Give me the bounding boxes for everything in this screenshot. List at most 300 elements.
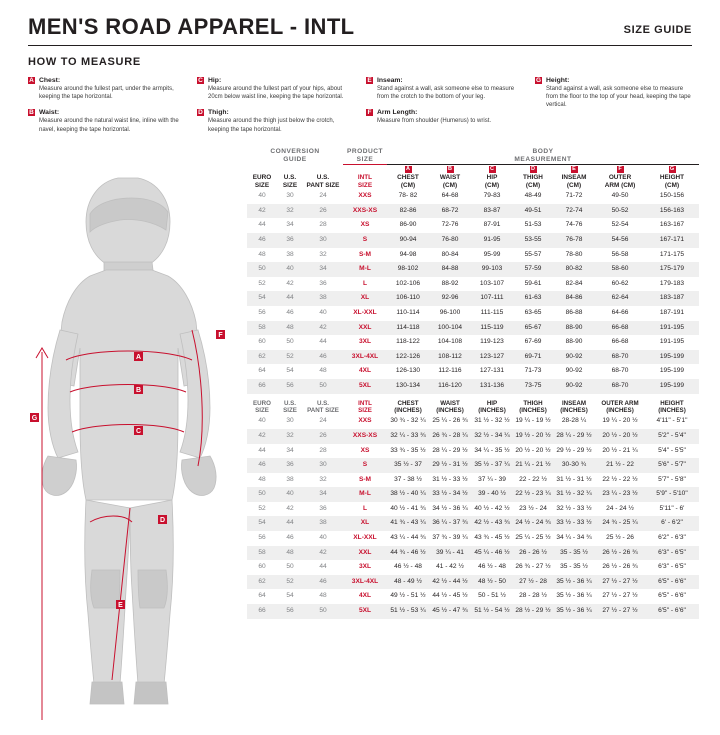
cell-outer-arm: 58-60 <box>595 262 645 277</box>
htm-item-desc: Stand against a wall, ask someone else to measure from the floor to the top of your head, keeping the tape vertical. <box>546 86 691 109</box>
cell-thigh: 21 ¼ - 21 ½ <box>513 458 553 473</box>
cell-intl-size: 5XL <box>343 604 387 619</box>
cell-outer-arm: 27 ½ - 27 ½ <box>595 604 645 619</box>
th-waist-in: WAIST (INCHES) <box>436 399 464 414</box>
htm-item-name: Height: <box>546 77 570 84</box>
cell-waist: 34 ½ - 36 ¼ <box>432 504 468 512</box>
cell-us-pant-size: 50 <box>303 604 343 619</box>
group-conversion: CONVERSION GUIDE <box>270 148 320 163</box>
cell-us-size: 34 <box>286 221 294 229</box>
cell-height: 6'3" - 6'5" <box>645 546 699 561</box>
cell-chest: 94-98 <box>399 250 417 258</box>
cell-hip: 115-119 <box>471 321 513 336</box>
cell-outer-arm: 62-64 <box>595 291 645 306</box>
htm-item-desc: Measure around the thigh just below the crotch, keeping the tape horizontal. <box>208 118 335 133</box>
cell-us-size: 36 <box>277 458 303 473</box>
cell-waist: 100-104 <box>429 321 471 336</box>
th-us-pant-size: U.S. PANT SIZE <box>306 174 340 189</box>
cell-thigh: 67-69 <box>524 338 542 346</box>
table-row <box>247 248 699 263</box>
cell-us-size: 44 <box>277 291 303 306</box>
cell-intl-size: S-M <box>358 250 372 258</box>
cell-outer-arm: 24 ¾ - 25 ¼ <box>595 516 645 531</box>
table-row <box>247 414 699 429</box>
cell-inseam: 90-92 <box>565 367 583 375</box>
cell-thigh: 63-65 <box>524 308 542 316</box>
cell-outer-arm: 68-70 <box>611 367 629 375</box>
cell-thigh: 23 ½ - 24 <box>519 504 547 512</box>
cell-thigh: 19 ¼ - 19 ½ <box>515 417 551 425</box>
th-chest-in: CHEST (INCHES) <box>394 399 422 414</box>
cell-inseam: 35 ½ - 36 ¼ <box>556 592 592 600</box>
cell-us-pant-size: 46 <box>303 350 343 365</box>
cell-hip: 127-131 <box>479 367 505 375</box>
th-thigh-in: THIGH (INCHES) <box>519 399 547 414</box>
cell-us-size: 38 <box>286 250 294 258</box>
cell-us-size: 46 <box>286 534 294 542</box>
cell-us-pant-size: 36 <box>319 279 327 287</box>
letter-badge-b: B <box>448 166 452 172</box>
cell-hip: 31 ½ - 32 ½ <box>474 417 510 425</box>
letter-badge-b: B <box>29 109 34 117</box>
cell-hip: 42 ½ - 43 ¾ <box>471 516 513 531</box>
cell-outer-arm: 49-50 <box>611 192 629 200</box>
cell-us-size: 48 <box>277 321 303 336</box>
cell-hip: 46 ½ - 48 <box>478 563 506 571</box>
table-row <box>247 306 699 321</box>
cell-thigh: 26 ¾ - 27 ½ <box>515 563 551 571</box>
cell-height: 183-187 <box>645 291 699 306</box>
table-row <box>247 487 699 502</box>
table-row <box>247 429 699 444</box>
cell-outer-arm: 27 ½ - 27 ½ <box>595 575 645 590</box>
cell-us-pant-size: 26 <box>303 204 343 219</box>
cell-inseam: 35 - 35 ½ <box>560 563 588 571</box>
cell-chest: 43 ¼ - 44 ¾ <box>390 534 426 542</box>
cell-chest: 37 - 38 ½ <box>394 475 422 483</box>
cell-inseam: 72-74 <box>553 204 595 219</box>
htm-item-desc: Measure around the fullest part of your hips, about 20cm below waist line, keeping the tape horizontal. <box>208 86 344 101</box>
cell-us-pant-size: 34 <box>303 262 343 277</box>
th-intl-size: INTL SIZE <box>357 174 373 189</box>
cell-height: 175-179 <box>645 262 699 277</box>
cell-chest: 82-86 <box>387 204 429 219</box>
cell-inseam: 29 ½ - 29 ½ <box>556 446 592 454</box>
table-row <box>247 364 699 379</box>
cell-intl-size: S <box>343 458 387 473</box>
htm-item-desc: Stand against a wall, ask someone else to measure from the crotch to the bottom of your leg. <box>377 86 515 101</box>
cell-outer-arm: 56-58 <box>611 250 629 258</box>
cell-height: 5'7" - 5'8" <box>658 475 686 483</box>
table-row <box>247 546 699 561</box>
size-guide-label: SIZE GUIDE <box>623 24 692 36</box>
th-euro-size: EURO SIZE <box>252 174 272 189</box>
header-divider <box>28 45 692 46</box>
cell-hip: 119-123 <box>480 338 504 346</box>
cell-thigh: 49-51 <box>513 204 553 219</box>
table-row <box>247 516 699 531</box>
cell-inseam: 71-72 <box>565 192 583 200</box>
cell-us-size: 54 <box>286 592 294 600</box>
cell-outer-arm: 20 ½ - 21 ¼ <box>602 446 638 454</box>
cell-us-size: 44 <box>277 516 303 531</box>
th-inseam-in: INSEAM (INCHES) <box>560 399 588 414</box>
cell-us-pant-size: 24 <box>319 417 327 425</box>
cell-waist: 26 ¾ - 28 ¼ <box>429 429 471 444</box>
cell-inseam: 28-28 ¼ <box>561 417 587 425</box>
htm-item-name: Arm Length: <box>377 109 418 117</box>
cell-chest: 86-90 <box>399 221 417 229</box>
cell-euro-size: 44 <box>258 221 266 229</box>
cell-height: 195-199 <box>645 350 699 365</box>
letter-badge-g: G <box>669 166 675 172</box>
cell-outer-arm: 22 ½ - 22 ½ <box>602 475 638 483</box>
letter-badge-d: D <box>531 166 535 172</box>
cell-hip: 107-111 <box>471 291 513 306</box>
htm-column-2 <box>197 76 354 141</box>
cell-intl-size: XL <box>343 516 387 531</box>
cell-hip: 40 ½ - 42 ½ <box>474 504 510 512</box>
cell-thigh: 48-49 <box>524 192 542 200</box>
cell-height: 6'5" - 6'6" <box>645 575 699 590</box>
cell-height: 179-183 <box>659 279 685 287</box>
cell-thigh: 22 ½ - 23 ¼ <box>513 487 553 502</box>
cell-inseam: 90-92 <box>553 379 595 394</box>
cell-height: 5'6" - 5'7" <box>645 458 699 473</box>
size-table <box>247 148 699 619</box>
cell-euro-size: 58 <box>247 546 277 561</box>
table-group-row <box>247 148 699 164</box>
cell-euro-size: 64 <box>258 592 266 600</box>
cell-us-pant-size: 30 <box>303 233 343 248</box>
cell-chest: 98-102 <box>387 262 429 277</box>
cell-hip: 131-136 <box>471 379 513 394</box>
cell-inseam: 30-30 ¾ <box>553 458 595 473</box>
table-row <box>247 444 699 459</box>
cell-chest: 110-114 <box>396 308 420 316</box>
cell-us-pant-size: 38 <box>303 516 343 531</box>
cell-inseam: 33 ½ - 33 ½ <box>553 516 595 531</box>
how-to-measure-title: HOW TO MEASURE <box>28 56 141 68</box>
cell-us-size: 48 <box>277 546 303 561</box>
cell-height: 171-175 <box>659 250 685 258</box>
svg-text:F: F <box>218 332 223 339</box>
cell-us-size: 32 <box>277 429 303 444</box>
cell-outer-arm: 54-56 <box>595 233 645 248</box>
cell-waist: 31 ½ - 33 ½ <box>432 475 468 483</box>
cell-height: 195-199 <box>645 379 699 394</box>
cell-euro-size: 52 <box>258 504 266 512</box>
cell-us-pant-size: 30 <box>303 458 343 473</box>
cell-us-size: 34 <box>286 446 294 454</box>
cell-us-pant-size: 32 <box>319 250 327 258</box>
cell-euro-size: 60 <box>258 563 266 571</box>
cell-waist: 33 ½ - 34 ½ <box>429 487 471 502</box>
letter-badge-e: E <box>367 77 372 84</box>
cell-outer-arm: 68-70 <box>595 379 645 394</box>
cell-us-size: 56 <box>277 604 303 619</box>
cell-thigh: 20 ½ - 20 ½ <box>515 446 551 454</box>
table-row <box>247 604 699 619</box>
cell-thigh: 27 ½ - 28 <box>513 575 553 590</box>
cell-intl-size: M-L <box>343 487 387 502</box>
cell-inseam: 35 ½ - 36 ¼ <box>553 604 595 619</box>
letter-badge-g: G <box>535 77 542 84</box>
cell-inseam: 76-78 <box>553 233 595 248</box>
htm-item-name: Hip: <box>208 77 222 84</box>
cell-intl-size: XXL <box>343 546 387 561</box>
htm-item-chest <box>28 76 185 101</box>
table-header-inches <box>247 400 699 415</box>
cell-waist: 72-76 <box>441 221 459 229</box>
htm-item-inseam <box>366 76 523 101</box>
table-row <box>247 233 699 248</box>
cell-intl-size: XXS <box>358 192 372 200</box>
cell-thigh: 61-63 <box>513 291 553 306</box>
cell-intl-size: L <box>362 504 368 512</box>
cell-us-pant-size: 42 <box>303 321 343 336</box>
cell-hip: 95-99 <box>483 250 501 258</box>
cell-height: 5'11" - 6' <box>659 504 685 512</box>
cell-us-size: 30 <box>286 192 294 200</box>
cell-height: 6'5" - 6'6" <box>658 592 686 600</box>
th-thigh-cm: D THIGH (CM) <box>523 166 543 189</box>
cell-waist: 28 ¼ - 29 ½ <box>432 446 468 454</box>
cell-us-pant-size: 40 <box>319 534 327 542</box>
cell-chest: 114-118 <box>387 321 429 336</box>
cell-outer-arm: 23 ¼ - 23 ½ <box>595 487 645 502</box>
cell-euro-size: 46 <box>247 458 277 473</box>
cell-euro-size: 46 <box>247 233 277 248</box>
cell-euro-size: 42 <box>247 429 277 444</box>
cell-chest: 35 ½ - 37 <box>387 458 429 473</box>
cell-hip: 43 ¾ - 45 ½ <box>474 534 510 542</box>
cell-chest: 78- 82 <box>398 192 418 200</box>
htm-column-4 <box>535 76 692 141</box>
cell-chest: 30 ¾ - 32 ¼ <box>390 417 426 425</box>
cell-us-pant-size: 40 <box>319 308 327 316</box>
cell-us-size: 52 <box>277 350 303 365</box>
cell-euro-size: 52 <box>258 279 266 287</box>
cell-waist: 116-120 <box>429 379 471 394</box>
htm-item-desc: Measure around the natural waist line, inline with the navel, keeping the tape horizontal. <box>39 118 179 133</box>
cell-outer-arm: 68-70 <box>595 350 645 365</box>
table-row <box>247 335 699 350</box>
cell-inseam: 78-80 <box>565 250 583 258</box>
cell-euro-size: 42 <box>247 204 277 219</box>
page-title: MEN'S ROAD APPAREL - INTL <box>28 14 355 39</box>
cell-us-pant-size: 44 <box>319 338 327 346</box>
cell-chest: 122-126 <box>387 350 429 365</box>
cell-chest: 49 ½ - 51 ½ <box>390 592 426 600</box>
cell-waist: 80-84 <box>441 250 459 258</box>
cell-hip: 48 ½ - 50 <box>471 575 513 590</box>
cell-intl-size: M-L <box>343 262 387 277</box>
cell-outer-arm: 27 ½ - 27 ½ <box>602 592 638 600</box>
th-waist-cm: B WAIST (CM) <box>439 166 461 189</box>
cell-us-pant-size: 38 <box>303 291 343 306</box>
cell-chest: 90-94 <box>387 233 429 248</box>
cell-hip: 91-95 <box>471 233 513 248</box>
cell-intl-size: 3XL-4XL <box>343 350 387 365</box>
cell-euro-size: 40 <box>258 417 266 425</box>
cell-intl-size: L <box>362 279 368 287</box>
cell-us-pant-size: 42 <box>303 546 343 561</box>
cell-hip: 103-107 <box>479 279 505 287</box>
cell-chest: 46 ½ - 48 <box>394 563 422 571</box>
svg-text:D: D <box>159 517 166 524</box>
cell-us-size: 54 <box>286 367 294 375</box>
cell-euro-size: 58 <box>247 321 277 336</box>
cell-chest: 106-110 <box>387 291 429 306</box>
cell-inseam: 32 ½ - 33 ½ <box>556 504 592 512</box>
cell-us-size: 50 <box>286 563 294 571</box>
th-height-in: HEIGHT (INCHES) <box>658 399 686 414</box>
cell-height: 191-195 <box>659 338 685 346</box>
cell-intl-size: 5XL <box>343 379 387 394</box>
table-row <box>247 575 699 590</box>
cell-us-size: 32 <box>277 204 303 219</box>
th-hip-cm: C HIP (CM) <box>484 166 500 189</box>
letter-badge-c: C <box>198 77 203 84</box>
cell-inseam: 86-88 <box>565 308 583 316</box>
cell-euro-size: 56 <box>258 308 266 316</box>
cell-chest: 38 ½ - 40 ¼ <box>387 487 429 502</box>
th-hip-in: HIP (INCHES) <box>478 399 506 414</box>
cell-height: 6'2" - 6'3" <box>658 534 686 542</box>
cell-intl-size: 3XL <box>358 563 372 571</box>
cell-intl-size: 4XL <box>358 367 372 375</box>
th-height-cm: G HEIGHT (CM) <box>659 166 685 189</box>
cell-thigh: 69-71 <box>513 350 553 365</box>
cell-waist: 64-68 <box>441 192 459 200</box>
cell-hip: 34 ¼ - 35 ½ <box>474 446 510 454</box>
table-row <box>247 458 699 473</box>
cell-us-size: 40 <box>277 262 303 277</box>
cell-waist: 39 ¼ - 41 <box>429 546 471 561</box>
cell-inseam: 80-82 <box>553 262 595 277</box>
cell-inseam: 35 - 35 ½ <box>553 546 595 561</box>
cell-hip: 45 ¼ - 46 ½ <box>471 546 513 561</box>
th-euro-size: EURO SIZE <box>253 399 271 414</box>
cell-us-size: 46 <box>286 308 294 316</box>
cell-intl-size: XL <box>343 291 387 306</box>
letter-badge-a: A <box>29 77 34 84</box>
cell-us-pant-size: 36 <box>319 504 327 512</box>
cell-waist: 76-80 <box>429 233 471 248</box>
svg-text:E: E <box>118 602 123 609</box>
cell-chest: 40 ½ - 41 ¾ <box>390 504 426 512</box>
table-row <box>247 262 699 277</box>
cell-height: 6'3" - 6'5" <box>658 563 686 571</box>
svg-text:C: C <box>135 428 142 435</box>
cell-hip: 35 ½ - 37 ¼ <box>471 458 513 473</box>
cell-us-size: 50 <box>286 338 294 346</box>
cell-hip: 37 ¼ - 39 <box>478 475 506 483</box>
cell-chest: 51 ½ - 53 ¼ <box>387 604 429 619</box>
cell-us-pant-size: 44 <box>319 563 327 571</box>
how-to-measure-grid <box>28 76 692 141</box>
cell-height: 5'4" - 5'5" <box>658 446 686 454</box>
cell-intl-size: XL-XXL <box>353 534 377 542</box>
cell-height: 167-171 <box>645 233 699 248</box>
cell-waist: 104-108 <box>437 338 463 346</box>
cell-thigh: 59-61 <box>524 279 542 287</box>
table-row <box>247 560 699 575</box>
cell-chest: 41 ¾ - 43 ¼ <box>387 516 429 531</box>
cell-us-pant-size: 50 <box>303 379 343 394</box>
cell-inseam: 88-90 <box>565 338 583 346</box>
htm-item-hip <box>197 76 354 101</box>
th-outer-arm-cm: F OUTER ARM (CM) <box>604 166 636 189</box>
cell-waist: 37 ¾ - 39 ¼ <box>432 534 468 542</box>
table-row <box>247 189 699 204</box>
cell-outer-arm: 20 ½ - 20 ½ <box>595 429 645 444</box>
group-product: PRODUCT SIZE <box>346 148 384 163</box>
cell-intl-size: XXS <box>358 417 372 425</box>
cell-height: 5'9" - 5'10" <box>645 487 699 502</box>
cell-us-pant-size: 32 <box>319 475 327 483</box>
cell-inseam: 31 ½ - 31 ½ <box>556 475 592 483</box>
cell-chest: 48 - 49 ½ <box>387 575 429 590</box>
cell-height: 163-167 <box>659 221 685 229</box>
cell-waist: 68-72 <box>429 204 471 219</box>
cell-inseam: 88-90 <box>553 321 595 336</box>
cell-hip: 99-103 <box>471 262 513 277</box>
cell-euro-size: 50 <box>247 262 277 277</box>
cell-inseam: 82-84 <box>565 279 583 287</box>
htm-column-3 <box>366 76 523 141</box>
cell-us-pant-size: 26 <box>303 429 343 444</box>
cell-height: 5'2" - 5'4" <box>645 429 699 444</box>
cell-euro-size: 62 <box>247 575 277 590</box>
table-row <box>247 531 699 546</box>
cell-chest: 126-130 <box>395 367 421 375</box>
table-row <box>247 218 699 233</box>
htm-item-arm-length <box>366 108 523 125</box>
cell-outer-arm: 52-54 <box>611 221 629 229</box>
cell-waist: 84-88 <box>429 262 471 277</box>
cell-inseam: 28 ¼ - 29 ½ <box>553 429 595 444</box>
letter-badge-e: E <box>572 166 576 172</box>
th-inseam-cm: E INSEAM (CM) <box>561 166 587 189</box>
cell-us-size: 42 <box>286 279 294 287</box>
htm-item-desc: Measure from shoulder (Humerus) to wrist. <box>377 118 492 125</box>
htm-column-1 <box>28 76 185 141</box>
cell-hip: 39 - 40 ½ <box>471 487 513 502</box>
cell-us-size: 38 <box>286 475 294 483</box>
cell-thigh: 26 - 26 ½ <box>513 546 553 561</box>
svg-text:G: G <box>31 415 38 422</box>
cell-thigh: 19 ½ - 20 ½ <box>513 429 553 444</box>
cell-thigh: 55-57 <box>524 250 542 258</box>
htm-item-name: Inseam: <box>377 77 403 84</box>
cell-intl-size: XL-XXL <box>353 308 377 316</box>
cell-euro-size: 66 <box>247 379 277 394</box>
cell-hip: 83-87 <box>471 204 513 219</box>
cell-chest: 118-122 <box>396 338 420 346</box>
cell-height: 191-195 <box>645 321 699 336</box>
cell-thigh: 28 - 28 ½ <box>519 592 547 600</box>
cell-us-size: 36 <box>277 233 303 248</box>
cell-thigh: 25 ¼ - 25 ½ <box>515 534 551 542</box>
table-row <box>247 321 699 336</box>
cell-euro-size: 48 <box>258 475 266 483</box>
cell-us-size: 30 <box>286 417 294 425</box>
cell-outer-arm: 25 ½ - 26 <box>606 534 634 542</box>
cell-intl-size: 3XL-4XL <box>343 575 387 590</box>
cell-us-size: 52 <box>277 575 303 590</box>
